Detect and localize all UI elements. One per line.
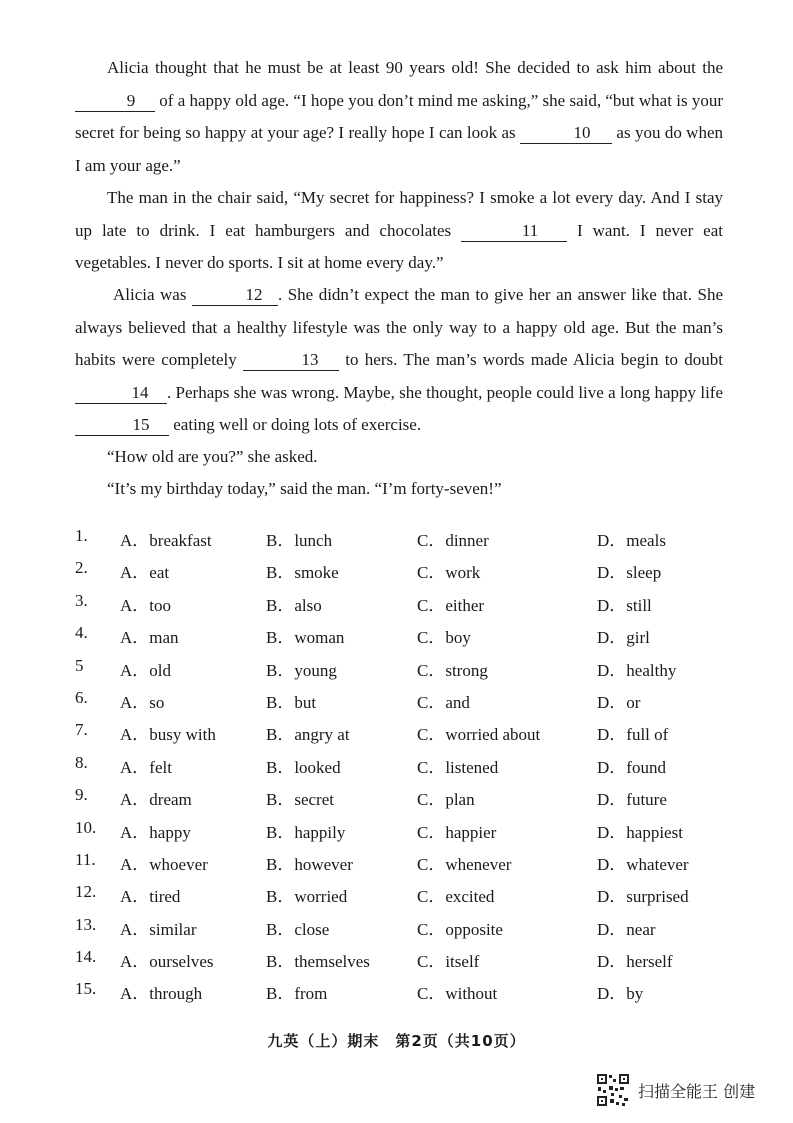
options-list xyxy=(75,522,755,1008)
option-b: B．woman xyxy=(266,628,345,648)
option-b: B．worried xyxy=(266,887,348,907)
option-d: D．meals xyxy=(597,531,666,550)
p3-text-b: . She didn’t expect the man to give her an answer like that. She always believed that a healthy lifestyle was the only way to a happy old age. But the man’s habits were completely xyxy=(75,285,723,369)
option-b: B．young xyxy=(266,660,337,680)
option-c: C．excited xyxy=(417,887,495,907)
option-b: B．themselves xyxy=(266,952,370,972)
option-a: A．breakfast xyxy=(120,531,212,550)
option-row-6 xyxy=(75,684,755,716)
option-a: A．dream xyxy=(120,790,192,810)
option-d: D．found xyxy=(597,757,666,777)
option-c: C．whenever xyxy=(417,854,512,874)
option-c: C．boy xyxy=(417,628,471,648)
paragraph-5 xyxy=(75,473,723,506)
option-b: B．close xyxy=(266,919,330,939)
option-d: D．still xyxy=(597,595,652,615)
option-row-12 xyxy=(75,878,755,910)
option-row-13 xyxy=(75,911,755,943)
option-c: C．and xyxy=(417,692,470,712)
question-number: 2. xyxy=(75,558,88,578)
option-d: D．full of xyxy=(597,725,669,745)
option-c: C．dinner xyxy=(417,531,489,550)
option-row-10 xyxy=(75,814,755,846)
question-number: 15. xyxy=(75,979,97,999)
option-b: B．also xyxy=(266,595,322,615)
option-row-8 xyxy=(75,749,755,781)
option-d: D．near xyxy=(597,919,656,939)
option-d: D．healthy xyxy=(597,660,677,680)
question-number: 8. xyxy=(75,752,88,772)
option-a: A．so xyxy=(120,692,165,712)
option-b: B．from xyxy=(266,984,328,1004)
option-c: C．work xyxy=(417,563,481,583)
option-b: B．however xyxy=(266,854,353,874)
option-a: A．tired xyxy=(120,887,181,907)
option-d: D．whatever xyxy=(597,854,689,874)
option-a: A．happy xyxy=(120,822,191,842)
option-row-11 xyxy=(75,846,755,878)
option-b: B．lunch xyxy=(266,531,333,550)
option-d: D．or xyxy=(597,692,641,712)
question-number: 10. xyxy=(75,817,97,837)
p1-text-c: of a happy old age. “I hope you don’t mind me asking,” she said, “but what is your secret for being so happy at your age? I really hope I can look as xyxy=(75,90,723,142)
p3-text-a: Alicia was xyxy=(113,285,192,304)
option-a: A．similar xyxy=(120,919,197,939)
blank-9: 9 xyxy=(75,91,155,112)
option-row-2 xyxy=(75,554,755,586)
option-row-15 xyxy=(75,975,755,1007)
p4-text: “How old are you?” she asked. xyxy=(107,447,318,466)
option-row-9 xyxy=(75,781,755,813)
option-a: A．whoever xyxy=(120,854,208,874)
question-number: 1. xyxy=(75,526,88,545)
p1-text-d: as you do when I am your age.” xyxy=(75,123,724,175)
question-number: 5 xyxy=(75,655,84,675)
option-c: C．opposite xyxy=(417,919,503,939)
p3-text-c: to hers. The man’s words made Alicia begin to doubt xyxy=(339,350,723,369)
page-footer: 九英（上）期末 第2页（共10页） xyxy=(267,1032,526,1050)
option-row-1 xyxy=(75,522,755,554)
option-c: C．worried about xyxy=(417,725,541,745)
p2-text-a: The man in the chair said, “My secret for happiness? I smoke a lot every day. And I stay up late to drink. I eat hamburgers and chocolates xyxy=(75,188,723,240)
p5-text: “It’s my birthday today,” said the man. “I’m forty-seven!” xyxy=(107,479,502,498)
paragraph-3 xyxy=(75,279,723,442)
p3-text-d: . Perhaps she was wrong. Maybe, she thought, people could live a long happy life xyxy=(167,382,723,402)
option-b: B．angry at xyxy=(266,725,350,745)
paragraph-2 xyxy=(75,182,723,280)
option-c: C．strong xyxy=(417,660,488,680)
option-d: D．sleep xyxy=(597,563,662,583)
question-number: 13. xyxy=(75,914,97,934)
question-number: 11. xyxy=(75,849,96,869)
option-d: D．herself xyxy=(597,952,673,972)
option-b: B．happily xyxy=(266,822,346,842)
option-row-5 xyxy=(75,652,755,684)
question-number: 12. xyxy=(75,882,97,902)
option-a: A．old xyxy=(120,660,171,680)
qr-code-icon xyxy=(596,1073,630,1107)
p3-text-e: eating well or doing lots of exercise. xyxy=(169,415,422,434)
option-c: C．plan xyxy=(417,790,475,810)
option-a: A．felt xyxy=(120,757,172,777)
option-row-14 xyxy=(75,943,755,975)
option-b: B．looked xyxy=(266,757,341,777)
question-number: 14. xyxy=(75,947,97,967)
p1-text-a: Alicia thought that he must be at least 90 years old! She decided to ask him about the xyxy=(107,58,723,77)
blank-14: 14 xyxy=(75,383,167,404)
option-row-3 xyxy=(75,587,755,619)
option-c: C．happier xyxy=(417,822,497,842)
question-number: 6. xyxy=(75,687,88,707)
blank-12: 12 xyxy=(192,285,278,306)
question-number: 3. xyxy=(75,590,88,610)
option-b: B．secret xyxy=(266,790,334,810)
option-d: D．girl xyxy=(597,628,650,648)
paragraph-1 xyxy=(75,52,723,182)
option-c: C．itself xyxy=(417,952,480,972)
option-c: C．listened xyxy=(417,757,499,777)
option-a: A．eat xyxy=(120,563,170,583)
blank-10: 10 xyxy=(520,123,612,144)
question-number: 7. xyxy=(75,720,88,740)
blank-11: 11 xyxy=(461,221,567,242)
question-number: 9. xyxy=(75,785,88,805)
p2-text-b: I want. I never eat vegetables. I never do sports. I sit at home every day.” xyxy=(75,220,723,272)
option-a: A．ourselves xyxy=(120,952,214,972)
option-c: C．without xyxy=(417,984,498,1004)
option-c: C．either xyxy=(417,595,485,615)
option-row-7 xyxy=(75,716,755,748)
question-number: 4. xyxy=(75,623,88,643)
option-b: B．smoke xyxy=(266,563,339,583)
option-b: B．but xyxy=(266,692,317,712)
option-d: D．by xyxy=(597,984,644,1004)
scanner-brand-label: 扫描全能王 创建 xyxy=(638,1082,756,1101)
blank-15: 15 xyxy=(75,415,169,436)
option-a: A．man xyxy=(120,628,179,648)
option-a: A．through xyxy=(120,984,203,1004)
option-a: A．too xyxy=(120,595,171,615)
option-d: D．future xyxy=(597,790,667,810)
option-row-4 xyxy=(75,619,755,651)
option-a: A．busy with xyxy=(120,725,216,745)
blank-13: 13 xyxy=(243,350,339,371)
paragraph-4 xyxy=(75,441,723,474)
option-d: D．surprised xyxy=(597,887,689,907)
option-d: D．happiest xyxy=(597,822,683,842)
